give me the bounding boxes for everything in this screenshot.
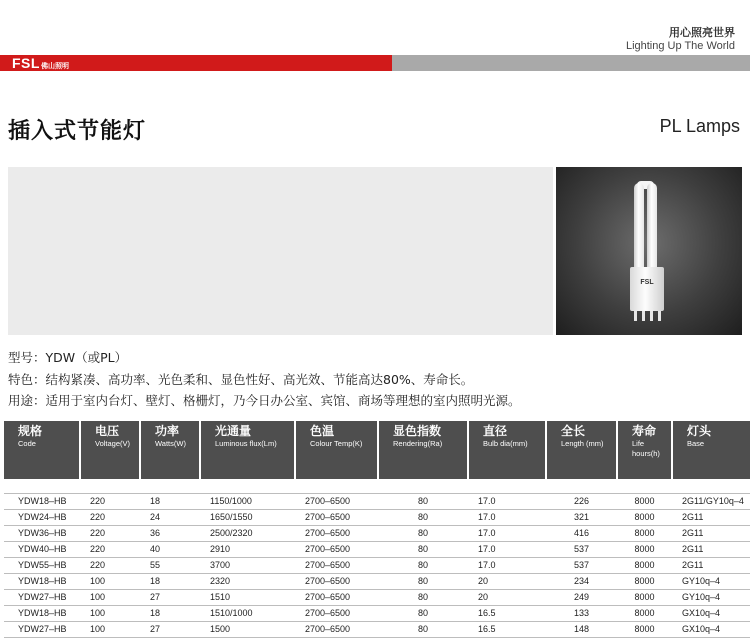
page-title-chinese: 插入式节能灯 (8, 119, 147, 144)
cell-luminous-flux: 1510/1000 (200, 606, 295, 622)
cell-code: YDW40–HB (4, 542, 80, 558)
cell-luminous-flux: 1650/1550 (200, 510, 295, 526)
cell-voltage: 220 (80, 526, 140, 542)
cell-colour-temp: 2700–6500 (295, 606, 378, 622)
cell-watts: 18 (140, 574, 200, 590)
page-title-english: PL Lamps (659, 116, 740, 136)
table-row (4, 574, 750, 590)
table-row (4, 622, 750, 638)
lamp-tube-right (647, 183, 657, 269)
cell-colour-temp: 2700–6500 (295, 510, 378, 526)
cell-rendering: 80 (378, 510, 468, 526)
cell-luminous-flux: 2500/2320 (200, 526, 295, 542)
cell-voltage: 220 (80, 542, 140, 558)
cell-colour-temp: 2700–6500 (295, 590, 378, 606)
cell-bulb-dia: 17.0 (468, 526, 546, 542)
hero-banner (8, 167, 553, 335)
table-row (4, 558, 750, 574)
column-header-life-hours: 寿命 Life hours(h) (617, 421, 672, 479)
cell-rendering: 80 (378, 494, 468, 510)
cell-colour-temp: 2700–6500 (295, 542, 378, 558)
logo-sub-text: 佛山照明 (40, 63, 69, 70)
applications-line: 用途：适用于室内台灯、壁灯、格栅灯，乃今日办公室、宾馆、商场等理想的室内照明光源。 (8, 393, 521, 408)
cell-luminous-flux: 3700 (200, 558, 295, 574)
column-header-rendering: 显色指数 Rendering(Ra) (378, 421, 468, 479)
table-row (4, 494, 750, 510)
cell-length: 249 (546, 590, 617, 606)
column-header-code: 规格 Code (4, 421, 80, 479)
cell-code: YDW18–HB (4, 606, 80, 622)
cell-life-hours: 8000 (617, 622, 672, 638)
cell-bulb-dia: 16.5 (468, 622, 546, 638)
cell-code: YDW27–HB (4, 622, 80, 638)
features-line: 特色：结构紧凑、高功率、光色柔和、显色性好、高光效、节能高达80%、寿命长。 (8, 372, 474, 387)
cell-voltage: 100 (80, 622, 140, 638)
column-header-length: 全长 Length (mm) (546, 421, 617, 479)
cell-base: 2G11 (672, 510, 750, 526)
cell-life-hours: 8000 (617, 510, 672, 526)
cell-luminous-flux: 2910 (200, 542, 295, 558)
cell-length: 537 (546, 558, 617, 574)
cell-watts: 18 (140, 494, 200, 510)
fsl-logo (12, 55, 69, 71)
column-header-colour-temp: 色温 Colour Temp(K) (295, 421, 378, 479)
lamp-pin (642, 311, 645, 321)
cell-colour-temp: 2700–6500 (295, 558, 378, 574)
cell-rendering: 80 (378, 590, 468, 606)
cell-watts: 27 (140, 622, 200, 638)
brand-bar-grey (392, 55, 750, 71)
table-row (4, 606, 750, 622)
cell-voltage: 220 (80, 510, 140, 526)
column-header-bulb-dia: 直径 Bulb dia(mm) (468, 421, 546, 479)
cell-bulb-dia: 17.0 (468, 558, 546, 574)
cell-base: 2G11 (672, 542, 750, 558)
slogan-english: Lighting Up The World (625, 40, 735, 52)
table-row (4, 542, 750, 558)
cell-watts: 24 (140, 510, 200, 526)
cell-base: GY10q–4 (672, 574, 750, 590)
cell-base: GY10q–4 (672, 590, 750, 606)
lamp-base-label: FSL (640, 279, 654, 286)
cell-watts: 36 (140, 526, 200, 542)
cell-code: YDW55–HB (4, 558, 80, 574)
cell-rendering: 80 (378, 574, 468, 590)
cell-base: GX10q–4 (672, 606, 750, 622)
cell-life-hours: 8000 (617, 542, 672, 558)
slogan-chinese: 用心照亮世界 (669, 26, 735, 39)
logo-main-text: FSL (12, 55, 40, 71)
cell-base: 2G11/GY10q–4 (672, 494, 750, 510)
column-header-base: 灯头 Base (672, 421, 750, 479)
pl-lamp-photo (556, 167, 742, 335)
cell-code: YDW18–HB (4, 574, 80, 590)
lamp-tube-left (634, 183, 644, 269)
cell-watts: 55 (140, 558, 200, 574)
cell-life-hours: 8000 (617, 494, 672, 510)
cell-life-hours: 8000 (617, 590, 672, 606)
lamp-pin (658, 311, 661, 321)
cell-code: YDW36–HB (4, 526, 80, 542)
cell-bulb-dia: 20 (468, 574, 546, 590)
cell-voltage: 220 (80, 558, 140, 574)
cell-base: 2G11 (672, 558, 750, 574)
cell-luminous-flux: 2320 (200, 574, 295, 590)
cell-rendering: 80 (378, 526, 468, 542)
spec-table-header (4, 421, 750, 479)
cell-colour-temp: 2700–6500 (295, 574, 378, 590)
table-row (4, 590, 750, 606)
table-row (4, 526, 750, 542)
cell-length: 226 (546, 494, 617, 510)
table-spacer-row (4, 479, 750, 494)
cell-colour-temp: 2700–6500 (295, 526, 378, 542)
cell-life-hours: 8000 (617, 526, 672, 542)
cell-bulb-dia: 17.0 (468, 510, 546, 526)
model-line: 型号：YDW（或PL） (8, 350, 128, 365)
cell-length: 416 (546, 526, 617, 542)
lamp-pin (634, 311, 637, 321)
cell-base: GX10q–4 (672, 622, 750, 638)
cell-bulb-dia: 20 (468, 590, 546, 606)
column-header-voltage: 电压 Voltage(V) (80, 421, 140, 479)
cell-luminous-flux: 1150/1000 (200, 494, 295, 510)
cell-voltage: 100 (80, 574, 140, 590)
lamp-base (630, 267, 664, 311)
cell-rendering: 80 (378, 622, 468, 638)
cell-rendering: 80 (378, 606, 468, 622)
cell-bulb-dia: 16.5 (468, 606, 546, 622)
cell-length: 537 (546, 542, 617, 558)
cell-rendering: 80 (378, 542, 468, 558)
lamp-pin (650, 311, 653, 321)
cell-bulb-dia: 17.0 (468, 494, 546, 510)
cell-colour-temp: 2700–6500 (295, 622, 378, 638)
cell-voltage: 100 (80, 606, 140, 622)
cell-voltage: 220 (80, 494, 140, 510)
cell-voltage: 100 (80, 590, 140, 606)
cell-length: 148 (546, 622, 617, 638)
table-row (4, 510, 750, 526)
cell-code: YDW27–HB (4, 590, 80, 606)
cell-life-hours: 8000 (617, 558, 672, 574)
cell-life-hours: 8000 (617, 606, 672, 622)
cell-watts: 40 (140, 542, 200, 558)
cell-length: 234 (546, 574, 617, 590)
cell-rendering: 80 (378, 558, 468, 574)
cell-bulb-dia: 17.0 (468, 542, 546, 558)
cell-length: 133 (546, 606, 617, 622)
cell-watts: 18 (140, 606, 200, 622)
cell-colour-temp: 2700–6500 (295, 494, 378, 510)
column-header-luminous-flux: 光通量 Luminous flux(Lm) (200, 421, 295, 479)
cell-luminous-flux: 1510 (200, 590, 295, 606)
cell-watts: 27 (140, 590, 200, 606)
cell-code: YDW18–HB (4, 494, 80, 510)
column-header-watts: 功率 Watts(W) (140, 421, 200, 479)
cell-code: YDW24–HB (4, 510, 80, 526)
cell-base: 2G11 (672, 526, 750, 542)
spec-table (4, 421, 750, 638)
cell-luminous-flux: 1500 (200, 622, 295, 638)
cell-life-hours: 8000 (617, 574, 672, 590)
cell-length: 321 (546, 510, 617, 526)
